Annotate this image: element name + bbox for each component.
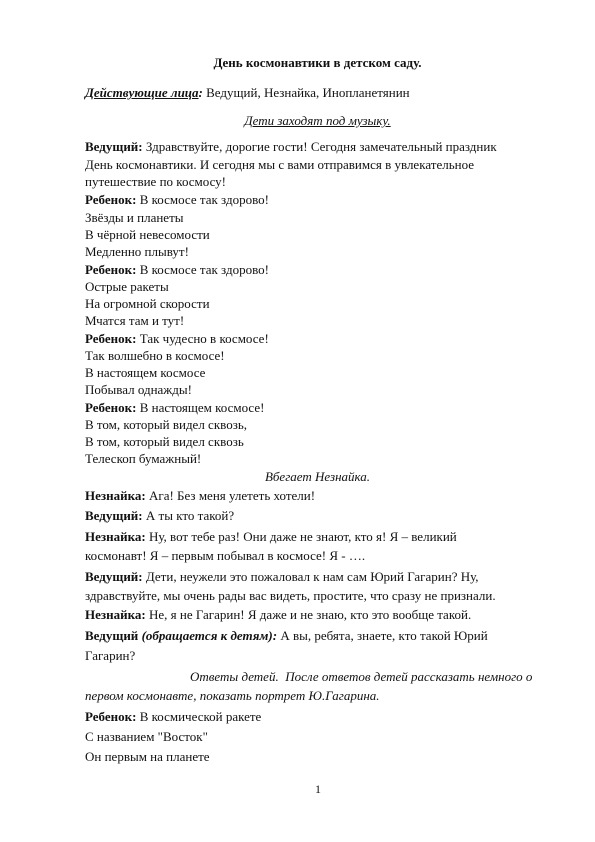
line-text: В космосе так здорово!	[136, 192, 269, 207]
script-line: Телескоп бумажный!	[85, 451, 202, 466]
line-text: Здравствуйте, дорогие гости! Сегодня замечательный праздник	[142, 139, 497, 154]
script-line	[85, 139, 497, 155]
line-text: А ты кто такой?	[142, 508, 235, 523]
script-line	[85, 607, 471, 623]
script-line: В настоящем космосе	[85, 365, 206, 380]
line-text: Ну, вот тебе раз! Они даже не знают, кто я! Я – великий	[145, 529, 457, 544]
script-line: Мчатся там и тут!	[85, 313, 185, 328]
script-line	[85, 331, 269, 347]
script-line: космонавт! Я – первым побывал в космосе! Я - ….	[85, 548, 366, 563]
script-line	[85, 262, 269, 278]
speaker-label: Незнайка:	[85, 488, 146, 503]
speaker-label: Ребенок:	[85, 400, 137, 415]
script-line: Побывал однажды!	[85, 382, 192, 397]
speaker-label: Ведущий:	[85, 139, 143, 154]
stage-direction: Ответы детей. После ответов детей рассказать немного о	[190, 669, 533, 684]
speaker-label: Ребенок:	[85, 192, 137, 207]
speaker-label: Ведущий:	[85, 508, 143, 523]
speaker-label: Ребенок:	[85, 331, 137, 346]
line-text: А вы, ребята, знаете, кто такой Юрий	[277, 628, 488, 643]
script-line: Медленно плывут!	[85, 244, 189, 259]
speaker-label: Незнайка:	[85, 607, 146, 622]
script-line: здравствуйте, мы очень рады вас видеть, простите, что сразу не признали.	[85, 588, 496, 603]
page-number: 1	[315, 782, 321, 796]
script-line	[85, 628, 488, 644]
speaker-label: Ведущий	[85, 628, 139, 643]
page-title: День космонавтики в детском саду.	[213, 55, 422, 70]
line-text: Не, я не Гагарин! Я даже и не знаю, кто это вообще такой.	[145, 607, 472, 622]
script-line	[85, 192, 269, 208]
script-line	[85, 529, 457, 545]
script-line: В том, который видел сквозь,	[85, 417, 248, 432]
speaker-remark: (обращается к детям):	[138, 628, 278, 643]
speaker-label: Ведущий:	[85, 569, 143, 584]
line-text: Дети, неужели это пожаловал к нам сам Юрий Гагарин? Ну,	[142, 569, 479, 584]
script-line: Он первым на планете	[85, 749, 210, 764]
script-line: Звёзды и планеты	[85, 210, 184, 225]
speaker-label: Ребенок:	[85, 709, 137, 724]
stage-direction: первом космонавте, показать портрет Ю.Гагарина.	[85, 688, 380, 703]
script-line	[85, 488, 315, 504]
stage-direction: Вбегает Незнайка.	[264, 469, 371, 484]
speaker-label: Незнайка:	[85, 529, 146, 544]
line-text: В настоящем космосе!	[136, 400, 265, 415]
script-line	[85, 400, 264, 416]
cast-line	[85, 85, 410, 101]
cast-names: Ведущий, Незнайка, Инопланетянин	[202, 85, 410, 100]
script-line: С названием "Восток"	[85, 729, 208, 744]
script-line: В чёрной невесомости	[85, 227, 210, 242]
line-text: Ага! Без меня улететь хотели!	[145, 488, 316, 503]
script-line	[85, 508, 234, 524]
script-line: Так волшебно в космосе!	[85, 348, 225, 363]
script-line: путешествие по космосу!	[85, 174, 227, 189]
cast-label: Действующие лица	[85, 85, 199, 100]
script-line: На огромной скорости	[85, 296, 210, 311]
script-line	[85, 709, 261, 725]
stage-direction: Дети заходят под музыку.	[244, 113, 391, 128]
cast-colon: :	[198, 85, 203, 100]
speaker-label: Ребенок:	[85, 262, 137, 277]
line-text: Так чудесно в космосе!	[136, 331, 269, 346]
script-line: День космонавтики. И сегодня мы с вами отправимся в увлекательное	[85, 157, 475, 172]
script-line: Гагарин?	[85, 648, 136, 663]
line-text: В космосе так здорово!	[136, 262, 269, 277]
line-text: В космической ракете	[136, 709, 262, 724]
script-line: В том, который видел сквозь	[85, 434, 244, 449]
script-line: Острые ракеты	[85, 279, 169, 294]
script-line	[85, 569, 479, 585]
